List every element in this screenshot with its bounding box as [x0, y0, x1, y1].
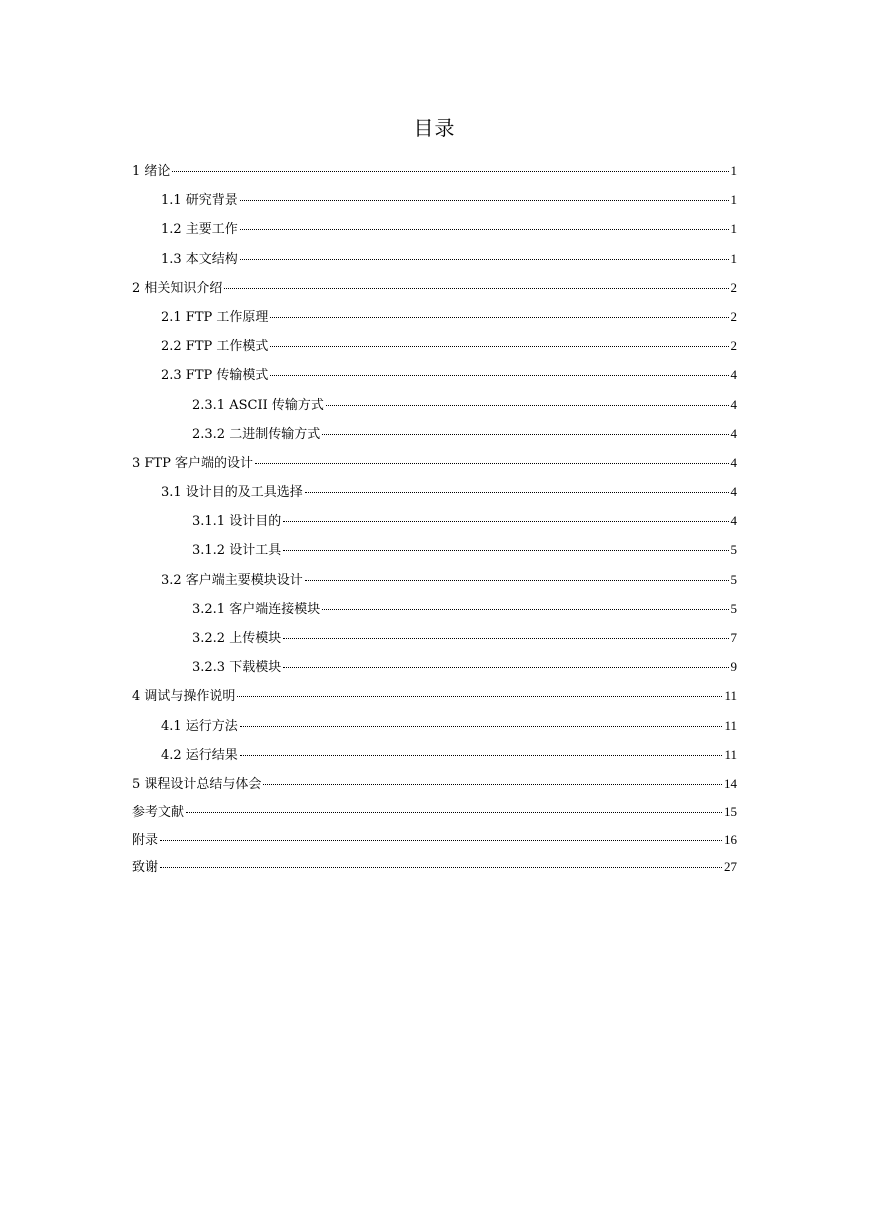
- dot-leader: [172, 171, 728, 172]
- toc-entry[interactable]: [132, 477, 737, 506]
- toc-entry-text: 2.1 FTP 工作原理: [161, 309, 269, 325]
- dot-leader: [283, 667, 728, 668]
- toc-entry[interactable]: [132, 244, 737, 273]
- toc-entry[interactable]: [132, 740, 737, 769]
- toc-entry[interactable]: [132, 826, 737, 853]
- toc-entry[interactable]: [132, 594, 737, 623]
- toc-entry[interactable]: [132, 652, 737, 681]
- dot-leader: [270, 346, 728, 347]
- toc-entry-text: 3.2.2 上传模块: [192, 631, 282, 646]
- dot-leader: [240, 726, 723, 727]
- dot-leader: [240, 755, 723, 756]
- toc-entry[interactable]: [132, 273, 737, 302]
- toc-entry-page: 5: [730, 542, 737, 558]
- toc-list: [132, 156, 737, 880]
- toc-entry[interactable]: [132, 360, 737, 389]
- toc-entry[interactable]: [132, 798, 737, 825]
- toc-entry[interactable]: [132, 535, 737, 564]
- toc-entry-text: 3.1 设计目的及工具选择: [161, 485, 303, 501]
- toc-entry[interactable]: [132, 185, 737, 214]
- toc-entry-text: 1 绪论: [132, 164, 171, 179]
- toc-entry-page: 27: [724, 858, 737, 874]
- toc-entry[interactable]: [132, 623, 737, 652]
- toc-entry[interactable]: [132, 214, 737, 243]
- dot-leader: [160, 867, 722, 868]
- toc-entry-text: 3 FTP 客户端的设计: [132, 455, 253, 471]
- dot-leader: [283, 638, 728, 639]
- toc-entry-text: 2.3 FTP 传输模式: [161, 368, 269, 384]
- dot-leader: [322, 434, 728, 435]
- dot-leader: [283, 521, 728, 522]
- toc-entry[interactable]: [132, 448, 737, 477]
- toc-entry-page: 14: [724, 775, 737, 791]
- toc-entry-page: 4: [730, 454, 737, 470]
- toc-entry-text: 3.2 客户端主要模块设计: [161, 572, 303, 588]
- dot-leader: [305, 492, 729, 493]
- toc-entry[interactable]: [132, 711, 737, 740]
- toc-entry-page: 4: [730, 513, 737, 529]
- toc-entry[interactable]: [132, 853, 737, 880]
- dot-leader: [305, 580, 729, 581]
- toc-entry-text: 4.1 运行方法: [161, 718, 238, 734]
- dot-leader: [224, 288, 728, 289]
- toc-entry-page: 4: [730, 425, 737, 441]
- toc-entry[interactable]: [132, 302, 737, 331]
- toc-entry-text: 3.2.1 客户端连接模块: [192, 601, 321, 617]
- toc-entry-page: 4: [730, 396, 737, 412]
- toc-entry-page: 11: [724, 717, 737, 733]
- toc-entry[interactable]: [132, 506, 737, 535]
- toc-entry-text: 3.1.1 设计目的: [192, 514, 282, 530]
- toc-entry-page: 2: [730, 279, 737, 295]
- dot-leader: [255, 463, 729, 464]
- dot-leader: [240, 229, 729, 230]
- toc-entry-text: 致谢: [132, 859, 159, 875]
- toc-entry-text: 参考文献: [132, 805, 185, 821]
- toc-title: 目录: [413, 116, 456, 140]
- toc-entry-text: 3.1.2 设计工具: [192, 543, 282, 559]
- toc-entry[interactable]: [132, 156, 737, 185]
- toc-entry-page: 1: [730, 192, 737, 208]
- toc-entry[interactable]: [132, 565, 737, 594]
- toc-entry-text: 2.2 FTP 工作模式: [161, 339, 269, 355]
- toc-entry-text: 1.3 本文结构: [161, 251, 238, 267]
- toc-entry-page: 16: [724, 831, 737, 847]
- toc-entry-page: 7: [730, 630, 737, 645]
- toc-entry-page: 4: [730, 484, 737, 500]
- toc-entry-text: 1.1 研究背景: [161, 193, 238, 209]
- toc-entry-page: 11: [724, 746, 737, 762]
- toc-entry-page: 5: [730, 571, 737, 587]
- toc-entry-text: 2 相关知识介绍: [132, 280, 223, 296]
- toc-entry[interactable]: [132, 681, 737, 710]
- toc-entry-page: 11: [724, 688, 737, 704]
- toc-entry-text: 4 调试与操作说明: [132, 689, 236, 705]
- dot-leader: [326, 405, 729, 406]
- dot-leader: [240, 200, 729, 201]
- toc-entry-text: 2.3.1 ASCII 传输方式: [192, 397, 324, 413]
- toc-entry-page: 1: [730, 163, 737, 178]
- dot-leader: [322, 609, 728, 610]
- toc-entry-page: 1: [730, 250, 737, 266]
- dot-leader: [283, 550, 728, 551]
- toc-entry-page: 2: [730, 308, 737, 324]
- toc-entry-text: 3.2.3 下载模块: [192, 660, 282, 676]
- toc-entry-page: 5: [730, 600, 737, 616]
- dot-leader: [240, 259, 729, 260]
- toc-entry[interactable]: [132, 390, 737, 419]
- toc-entry-text: 5 课程设计总结与体会: [132, 776, 262, 792]
- toc-entry-text: 2.3.2 二进制传输方式: [192, 426, 321, 442]
- toc-entry-page: 9: [730, 659, 737, 675]
- dot-leader: [270, 375, 728, 376]
- toc-entry-text: 附录: [132, 832, 159, 848]
- toc-entry-page: 1: [730, 221, 737, 237]
- toc-entry-page: 4: [730, 367, 737, 383]
- dot-leader: [186, 812, 722, 813]
- toc-entry-text: 1.2 主要工作: [161, 222, 238, 238]
- toc-entry-text: 4.2 运行结果: [161, 747, 238, 763]
- dot-leader: [270, 317, 728, 318]
- toc-entry-page: 2: [730, 338, 737, 354]
- toc-entry[interactable]: [132, 419, 737, 448]
- dot-leader: [160, 840, 722, 841]
- toc-entry-page: 15: [724, 804, 737, 820]
- dot-leader: [263, 784, 722, 785]
- dot-leader: [237, 696, 722, 697]
- toc-entry[interactable]: [132, 769, 737, 798]
- toc-entry[interactable]: [132, 331, 737, 360]
